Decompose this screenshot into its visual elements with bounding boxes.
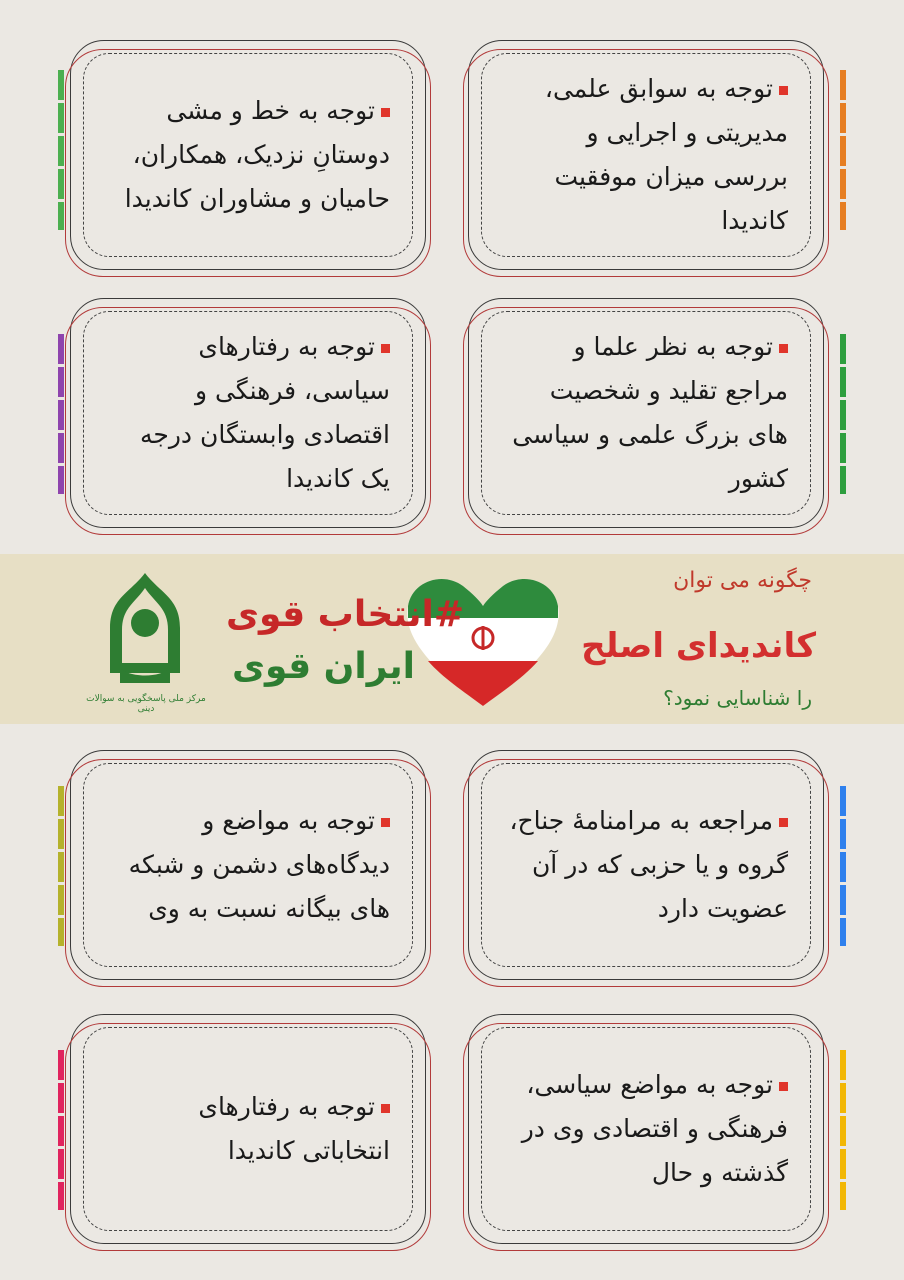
card-text: توجه به رفتارهای سیاسی، فرهنگی و اقتصادی وابستگان درجه یک کاندیدا [140,332,390,493]
card-associates-stance [70,40,426,270]
center-banner [0,554,904,724]
card-academic-record [468,40,824,270]
slogan-strong-iran: ایران قوی [232,646,415,687]
card-text: توجه به رفتارهای انتخاباتی کاندیدا [198,1092,390,1165]
card-text: توجه به مواضع و دیدگاه‌های دشمن و شبکه های بیگانه نسبت به وی [128,806,390,923]
bullet-icon [779,1082,788,1091]
blue-side-bar [840,786,846,946]
card-text: توجه به سوابق علمی، مدیریتی و اجرایی و بررسی میزان موفقیت کاندیدا [544,74,788,235]
card-enemy-views [70,750,426,980]
slogan-strong-election: #انتخاب قوی [226,594,465,635]
olive-side-bar [58,786,64,946]
bullet-icon [381,108,390,117]
green-side-bar [840,334,846,494]
card-political-positions [468,1014,824,1244]
bullet-icon [381,818,390,827]
yellow-side-bar [840,1050,846,1210]
green-side-bar [58,70,64,230]
heart-flag-icon [398,566,568,716]
card-scholars-opinion [468,298,824,528]
question-line-2: کاندیدای اصلح [581,626,816,666]
card-electoral-behavior [70,1014,426,1244]
organization-logo-icon [90,568,200,693]
question-line-1: چگونه می توان [673,568,812,593]
purple-side-bar [58,334,64,494]
logo-caption: مرکز ملی پاسخگویی به سوالات دینی [86,694,206,714]
pink-side-bar [58,1050,64,1210]
card-relatives-behavior [70,298,426,528]
bullet-icon [779,344,788,353]
bullet-icon [381,1104,390,1113]
card-party-charter [468,750,824,980]
bullet-icon [381,344,390,353]
card-text: مراجعه به مرامنامهٔ جناح، گروه و یا حزبی که در آن عضویت دارد [509,806,788,923]
card-text: توجه به خط و مشی دوستانِ نزدیک، همکاران، حامیان و مشاوران کاندیدا [124,96,390,213]
bullet-icon [779,818,788,827]
bullet-icon [779,86,788,95]
orange-side-bar [840,70,846,230]
card-text: توجه به نظر علما و مراجع تقلید و شخصیت های بزرگ علمی و سیاسی کشور [512,332,788,493]
card-text: توجه به مواضع سیاسی، فرهنگی و اقتصادی وی در گذشته و حال [521,1070,788,1187]
question-line-3: را شناسایی نمود؟ [663,686,812,710]
